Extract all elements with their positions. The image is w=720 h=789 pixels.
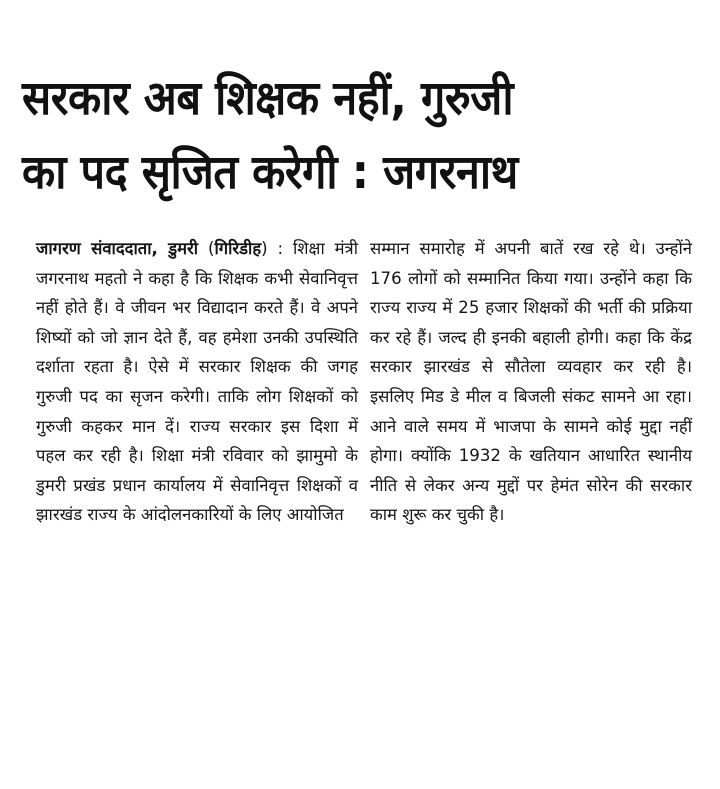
- byline-paren-close: ) :: [261, 239, 293, 258]
- headline-line-2: का पद सृजित करेगी : जगरनाथ: [22, 145, 518, 200]
- article-body-column-2: सम्मान समारोह में अपनी बातें रख रहे थे। उन्होंने 176 लोगों को सम्मानित किया गया। उन्होंने कहा कि राज्य राज्य में 25 हजार शिक्षकों की भर्ती की प्रक्रिया कर रहे हैं। जल्द ही इनकी बहाली होगी। कहा कि केंद्र सरकार झारखंड से सौतेला व्यवहार कर रही है। इसलिए मिड डे मील व बिजली संकट सामने आ रहा। आने वाले समय में भाजपा के सामने कोई मुद्दा नहीं होगा। क्योंकि 1932 के खतियान आधारित स्थानीय नीति से लेकर अन्य मुद्दों पर हेमंत सोरेन की सरकार काम शुरू कर चुकी है।: [370, 239, 692, 525]
- byline-reporter: जागरण संवाददाता, डुमरी: [36, 239, 199, 258]
- headline-line-1: सरकार अब शिक्षक नहीं, गुरुजी: [22, 71, 514, 126]
- byline: [36, 239, 293, 258]
- byline-paren-open: (: [198, 239, 215, 258]
- article-column-left: [36, 234, 358, 530]
- byline-place: गिरिडीह: [214, 239, 262, 258]
- article-body-column-1: शिक्षा मंत्री जगरनाथ महतो ने कहा है कि शिक्षक कभी सेवानिवृत्त नहीं होते हैं। वे जीवन भर विद्यादान करते हैं। वे अपने शिष्यों को जो ज्ञान देते हैं, वह हमेशा उनकी उपस्थिति दर्शाता रहता है। ऐसे में सरकार शिक्षक की जगह गुरुजी पद का सृजन करेगी। ताकि लोग शिक्षकों को गुरुजी कहकर मान दें। राज्य सरकार इस दिशा में पहल कर रही है। शिक्षा मंत्री रविवार को झामुमो के डुमरी प्रखंड प्रधान कार्यालय में सेवानिवृत्त शिक्षकों व झारखंड राज्य के आंदोलनकारियों के लिए आयोजित: [36, 239, 358, 525]
- headline: [22, 62, 644, 210]
- article-column-right: [370, 234, 692, 530]
